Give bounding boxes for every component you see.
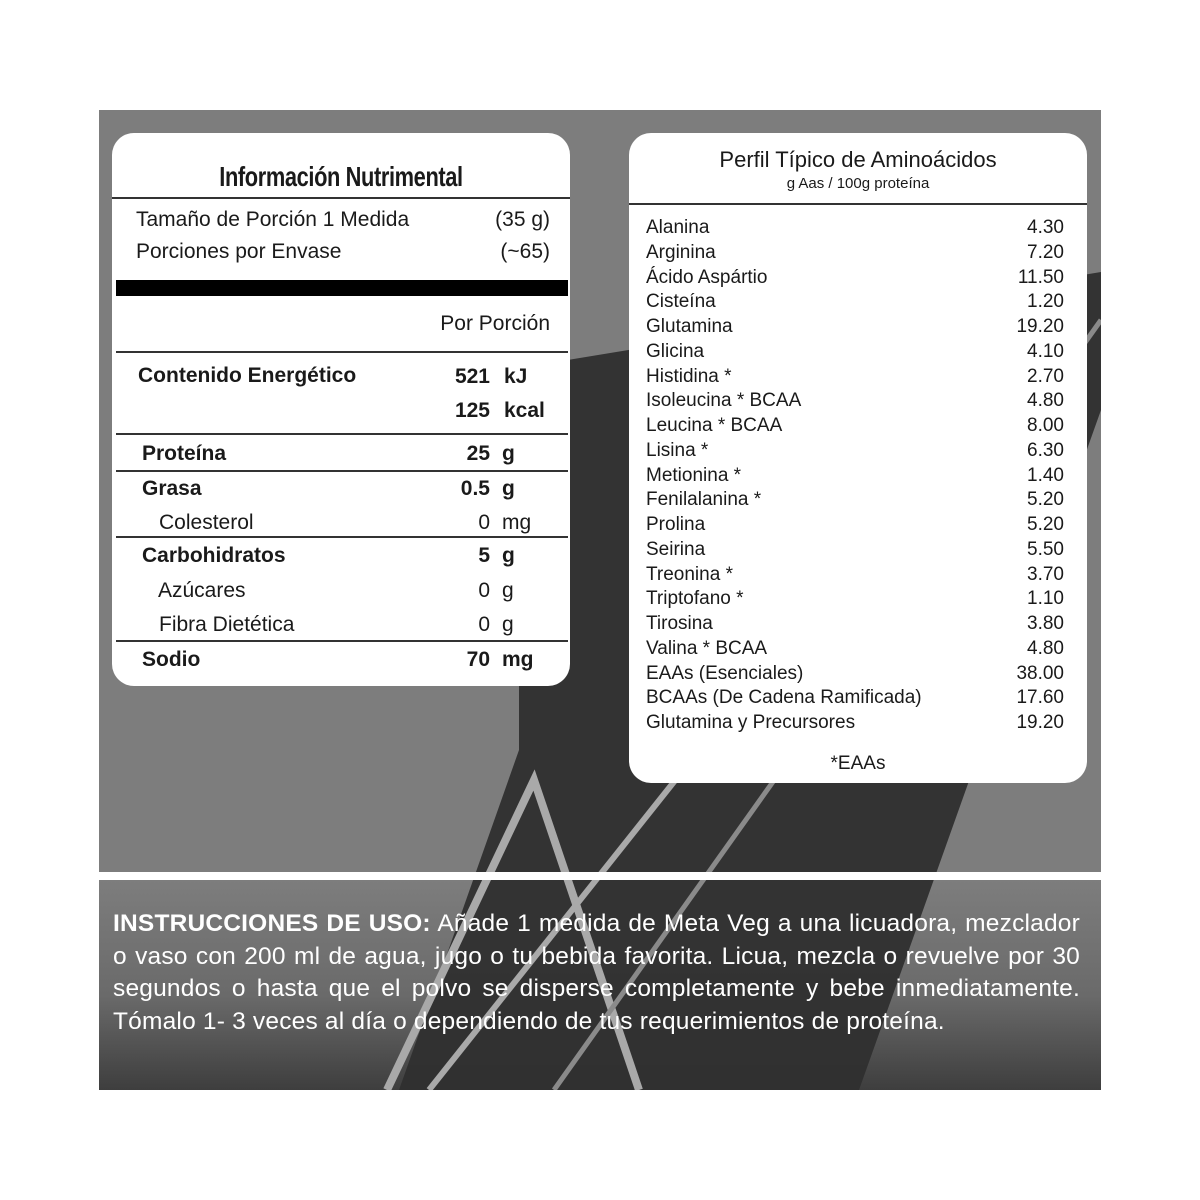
amino-acid-row [646,267,1064,292]
amino-acid-row [646,613,1064,638]
energy-kj-value: 521 [454,365,490,388]
divider [116,470,568,472]
divider [116,433,568,435]
nutrient-unit: g [502,477,515,500]
nutrient-label: Fibra Dietética [159,613,295,636]
amino-acid-value: 2.70 [1027,365,1064,387]
amino-acid-row [646,242,1064,267]
nutrient-value: 5 [478,544,490,567]
amino-acid-name: Lisina * [646,439,709,461]
amino-acid-value: 4.30 [1027,217,1064,238]
amino-title: Perfil Típico de Aminoácidos [719,147,997,172]
instructions-heading: INSTRUCCIONES DE USO: [113,910,431,937]
amino-acid-name: Metionina * [646,464,742,486]
amino-acid-row [646,465,1064,490]
amino-acid-row [646,440,1064,465]
amino-acid-value: 19.20 [1016,316,1064,337]
instructions-text: Añade 1 medida de Meta Veg a una licuadora, mezclador o vaso con 200 ml de agua, jugo o tu bebida favorita. Licua, mezcla o revuelve por 30 segundos o hasta que el polvo se disperse completamente y bebe inmediatamente. Tómalo 1- 3 veces al día o dependiendo de tus requerimientos de proteína. [113,910,1080,1035]
amino-acid-value: 5.50 [1027,538,1064,560]
amino-acid-row [646,638,1064,663]
amino-acid-row [646,316,1064,341]
nutrient-unit: mg [502,511,532,534]
nutrient-unit: mg [502,648,534,671]
nutrient-unit: g [502,579,514,602]
amino-acid-value: 1.10 [1027,588,1064,610]
divider [116,536,568,538]
amino-acid-value: 1.40 [1027,464,1064,486]
amino-acid-value: 19.20 [1016,712,1064,733]
amino-acid-row [646,217,1064,242]
amino-acid-value: 11.50 [1017,266,1064,288]
serving-size-label: Tamaño de Porción 1 Medida [136,208,410,231]
nutrient-value: 0.5 [460,477,490,500]
amino-acid-name: Arginina [646,241,716,263]
amino-acid-row [646,415,1064,440]
amino-acid-name: Fenilalanina * [646,489,762,511]
amino-acid-value: 5.20 [1027,514,1064,535]
amino-acid-row [646,564,1064,589]
nutrient-label: Colesterol [159,511,254,534]
amino-acid-row [646,489,1064,514]
amino-acid-name: Tirosina [646,613,713,634]
amino-acid-name: Alanina [646,217,710,238]
amino-acid-value: 7.20 [1027,241,1064,263]
amino-acid-row [646,663,1064,688]
amino-acid-row [646,514,1064,539]
amino-acid-value: 38.00 [1016,662,1064,684]
amino-subtitle: g Aas / 100g proteína [786,175,930,192]
nutrient-value: 70 [466,648,490,671]
amino-acid-name: BCAAs (De Cadena Ramificada) [646,687,922,709]
nutrient-label: Carbohidratos [142,544,286,567]
amino-acid-name: Seirina [646,538,706,560]
amino-acid-value: 5.20 [1027,489,1064,511]
amino-acid-row [646,390,1064,415]
amino-acid-name: Glutamina y Precursores [646,712,856,733]
amino-acid-row [646,341,1064,366]
nutrient-value: 0 [478,613,490,636]
amino-acid-name: Treonina * [646,563,733,585]
amino-acid-row [646,366,1064,391]
amino-acid-name: Valina * BCAA [646,637,768,659]
amino-acid-value: 4.10 [1027,340,1064,362]
amino-acid-value: 4.80 [1027,637,1064,659]
nutrient-label: Sodio [142,648,201,671]
nutrient-value: 0 [478,579,490,602]
amino-acid-name: Prolina [646,514,706,535]
divider [116,640,568,642]
amino-acid-row [646,712,1064,737]
amino-acid-name: Ácido Aspártio [646,266,768,288]
amino-acid-name: Triptofano * [646,588,744,610]
amino-acid-value: 4.80 [1027,390,1064,412]
amino-acid-name: Isoleucina * BCAA [646,390,802,412]
servings-label: Porciones por Envase [136,240,342,263]
amino-acid-name: Glicina [646,340,705,362]
amino-acid-row [646,539,1064,564]
nutrition-title: Información Nutrimental [219,161,463,192]
amino-acid-name: Cisteína [646,291,716,313]
nutrient-value: 0 [478,511,490,534]
amino-acid-profile-card [629,133,1087,783]
amino-acid-value: 3.70 [1027,563,1064,585]
energy-kj-unit: kJ [504,365,528,388]
nutrition-facts-card [112,133,570,686]
nutrient-label: Proteína [142,442,227,465]
divider [629,203,1087,205]
amino-acid-value: 17.60 [1016,687,1064,709]
amino-acid-value: 8.00 [1027,415,1064,436]
amino-acid-name: EAAs (Esenciales) [646,662,804,684]
per-serving-header: Por Porción [440,312,550,335]
energy-kcal-value: 125 [454,399,490,422]
serving-size-value: (35 g) [495,208,550,231]
amino-acid-value: 6.30 [1027,439,1064,461]
nutrient-unit: g [502,544,515,567]
amino-acid-value: 3.80 [1027,613,1064,634]
nutrient-unit: g [502,442,515,465]
nutrient-label: Grasa [142,477,202,500]
divider [112,197,570,199]
energy-kcal-unit: kcal [504,399,545,422]
nutrient-value: 25 [466,442,490,465]
amino-acid-row [646,588,1064,613]
usage-instructions [113,908,1080,1038]
thick-divider [116,280,568,296]
amino-acid-name: Leucina * BCAA [646,415,783,436]
amino-acid-row [646,291,1064,316]
amino-acid-row [646,687,1064,712]
servings-value: (~65) [500,240,550,263]
amino-acid-name: Glutamina [646,316,733,337]
nutrient-label: Azúcares [158,579,246,602]
nutrient-unit: g [502,613,514,636]
amino-footnote: *EAAs [830,753,886,774]
amino-acid-value: 1.20 [1027,291,1064,313]
energy-label: Contenido Energético [138,364,357,387]
divider [116,351,568,353]
amino-acid-name: Histidina * [646,365,732,387]
